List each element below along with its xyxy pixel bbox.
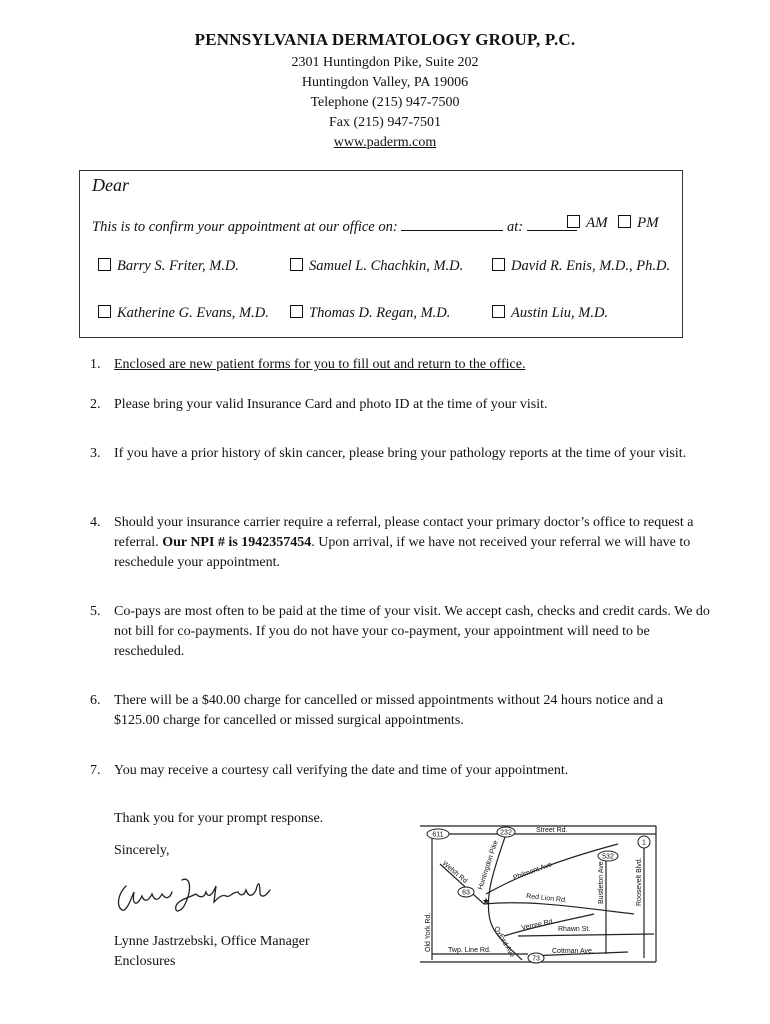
instruction-item: [90, 761, 710, 781]
am-checkbox[interactable]: [567, 215, 580, 228]
item-number: 4.: [90, 515, 101, 530]
doctor-option[interactable]: [492, 305, 608, 322]
item-text: Co-pays are most often to be paid at the time of your visit. We accept cash, checks and credit cards. We do not bill for co-payments. If you do not have your co-payment, your appointment will need to be rescheduled.: [114, 604, 710, 659]
item-number: 5.: [90, 604, 101, 619]
website-link[interactable]: www.paderm.com: [333, 135, 437, 150]
doctor-checkbox[interactable]: [290, 258, 303, 271]
enclosures: Enclosures: [114, 954, 176, 969]
pm-option[interactable]: [618, 215, 659, 232]
address-line-1: 2301 Huntingdon Pike, Suite 202: [291, 55, 479, 70]
instruction-item: [90, 602, 710, 662]
npi-number: Our NPI # is 1942357454: [162, 535, 312, 550]
item-text: [114, 513, 710, 573]
at-label: at:: [506, 219, 524, 235]
route-532-label: 532: [602, 853, 614, 861]
item-number: 3.: [90, 446, 101, 461]
route-63-label: 63: [462, 889, 470, 897]
item-text-part: . Upon arrival, if we have not received your referral we will have to reschedule your appointment.: [114, 535, 691, 570]
address-line-2: Huntingdon Valley, PA 19006: [301, 75, 469, 90]
fax: Fax (215) 947-7501: [329, 115, 441, 130]
rhawn-st-label: Rhawn St.: [558, 926, 591, 933]
doctor-name: Austin Liu, M.D.: [511, 305, 609, 321]
philmont-ave-label: Philmont Ave: [512, 861, 553, 882]
greeting: Dear: [92, 175, 129, 195]
doctor-name: Samuel L. Chachkin, M.D.: [309, 258, 464, 274]
red-lion-rd-label: Red Lion Rd.: [525, 893, 568, 905]
doctor-checkbox[interactable]: [290, 305, 303, 318]
name-title: Lynne Jastrzebski, Office Manager: [114, 934, 310, 949]
huntingdon-pike-label: Huntingdon Pike: [477, 839, 500, 891]
item-text-part: Should your insurance carrier require a referral, please contact your primary doctor’s office to request a referral.: [114, 515, 694, 550]
instruction-item: [90, 691, 710, 731]
doctor-option[interactable]: [290, 258, 463, 275]
am-option[interactable]: [567, 215, 608, 232]
welsh-rd-label: Welsh Rd: [440, 860, 469, 885]
doctor-option[interactable]: [290, 305, 450, 322]
rhawn-street: [518, 934, 654, 936]
telephone: Telephone (215) 947-7500: [310, 95, 460, 110]
oxford-ave-label: Oxford Ave: [492, 925, 516, 959]
instruction-item: [90, 355, 710, 375]
twp-line-rd-label: Twp. Line Rd.: [448, 947, 491, 954]
instruction-item: [90, 395, 710, 415]
doctor-name: Barry S. Friter, M.D.: [117, 258, 240, 274]
instruction-item: [90, 513, 710, 573]
item-text: Please bring your valid Insurance Card and photo ID at the time of your visit.: [114, 397, 548, 412]
route-1-label: 1: [642, 839, 646, 847]
doctor-option[interactable]: [98, 305, 269, 322]
doctor-checkbox[interactable]: [98, 305, 111, 318]
cottman-ave-label: Cottman Ave.: [552, 948, 594, 955]
item-number: 2.: [90, 397, 101, 412]
doctor-checkbox[interactable]: [492, 305, 505, 318]
doctor-checkbox[interactable]: [98, 258, 111, 271]
pm-checkbox[interactable]: [618, 215, 631, 228]
directions-map: [418, 824, 658, 964]
confirm-line: [92, 218, 577, 236]
signature: [112, 872, 282, 922]
item-text: You may receive a courtesy call verifying the date and time of your appointment.: [114, 763, 569, 778]
roosevelt-blvd-label: Roosevelt Blvd.: [636, 857, 643, 906]
doctor-checkbox[interactable]: [492, 258, 505, 271]
instruction-item: [90, 444, 710, 464]
item-text: If you have a prior history of skin cancer, please bring your pathology reports at the time of your visit.: [114, 446, 687, 461]
date-field[interactable]: [401, 218, 503, 231]
office-location-icon: ★: [482, 896, 491, 906]
old-york-rd-label: Old York Rd.: [425, 912, 432, 952]
verree-rd-label: Verree Rd: [520, 918, 554, 932]
bustleton-ave-label: Bustleton Ave.: [598, 859, 605, 904]
item-text: Enclosed are new patient forms for you to fill out and return to the office.: [114, 357, 526, 372]
doctor-name: Thomas D. Regan, M.D.: [309, 305, 451, 321]
confirm-text: This is to confirm your appointment at our office on:: [92, 219, 398, 235]
doctor-name: David R. Enis, M.D., Ph.D.: [511, 258, 671, 274]
route-611-label: 611: [432, 831, 444, 839]
am-label: AM: [586, 215, 608, 231]
doctor-name: Katherine G. Evans, M.D.: [117, 305, 269, 321]
doctor-option[interactable]: [98, 258, 239, 275]
item-number: 7.: [90, 763, 101, 778]
item-number: 1.: [90, 357, 101, 372]
sincerely: Sincerely,: [114, 843, 170, 858]
thanks-line: Thank you for your prompt response.: [114, 811, 324, 826]
red-lion-road: [484, 903, 634, 914]
item-number: 6.: [90, 693, 101, 708]
pm-label: PM: [637, 215, 659, 231]
route-73-label: 73: [532, 955, 540, 963]
street-rd-label: Street Rd.: [536, 827, 568, 834]
company-name: PENNSYLVANIA DERMATOLOGY GROUP, P.C.: [194, 30, 576, 49]
item-text: There will be a $40.00 charge for cancelled or missed appointments without 24 hours notice and a $125.00 charge for cancelled or missed surgical appointments.: [114, 693, 664, 728]
doctor-option[interactable]: [492, 258, 670, 275]
appointment-box: [79, 170, 683, 338]
route-232-label: 232: [500, 829, 512, 837]
